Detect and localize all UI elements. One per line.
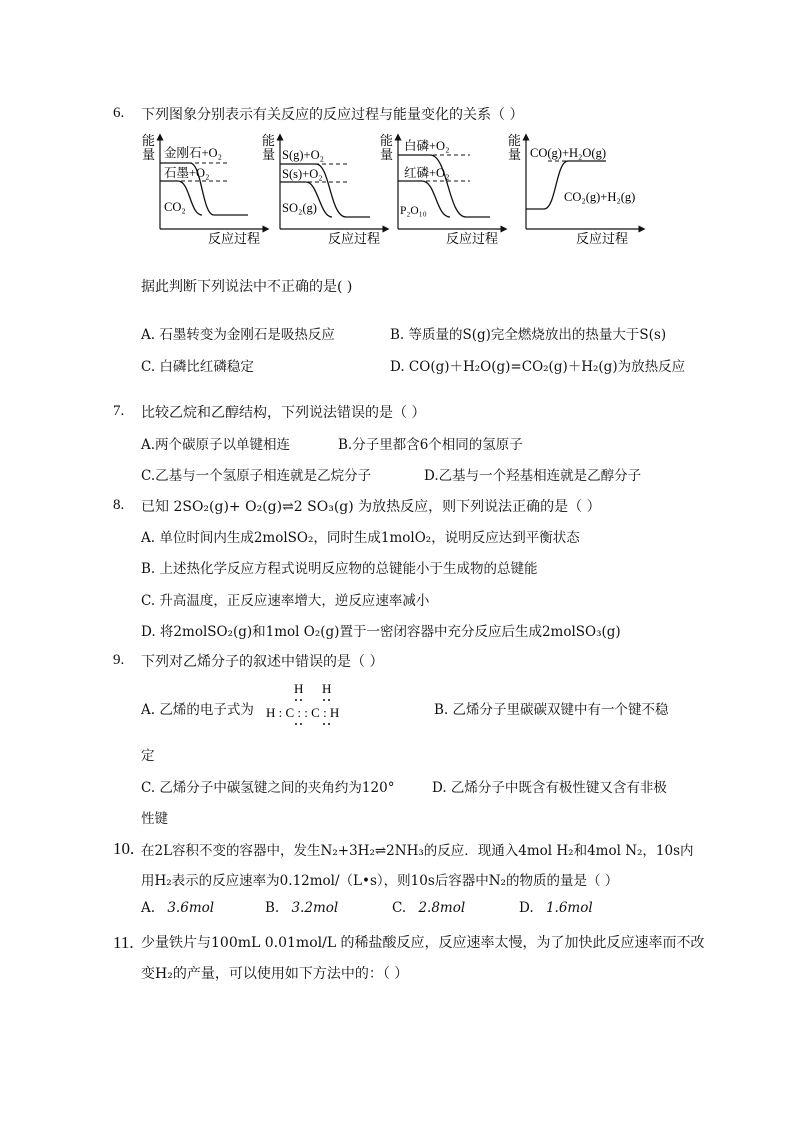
graph1-ylabel-2: 量: [142, 147, 156, 162]
q6-option-d: D. CO(g)＋H₂O(g)=CO₂(g)＋H₂(g)为放热反应: [390, 359, 686, 375]
graph4-ylabel-2: 量: [508, 147, 522, 162]
q10-option-d: [519, 900, 593, 916]
graph2-label-c: SO₂(g): [282, 201, 317, 215]
q10-option-b-letter: B.: [265, 900, 280, 916]
graph3-ylabel-2: 量: [380, 147, 394, 162]
q6-option-a: A. 石墨转变为金刚石是吸热反应: [141, 327, 335, 343]
energy-graph-1: [140, 133, 270, 245]
graph1-label-c: CO₂: [164, 200, 186, 214]
graph4-label-a: CO(g)+H₂O(g): [530, 146, 606, 160]
graph1-label-b: 石墨+O₂: [164, 166, 210, 180]
graph3-label-a: 白磷+O₂: [404, 139, 450, 153]
graph3-xlabel: 反应过程: [446, 231, 499, 245]
q10-option-c-letter: C.: [392, 900, 407, 916]
q6-stem: 下列图象分别表示有关反应的反应过程与能量变化的关系（ ）: [141, 107, 524, 123]
ethylene-electron-formula: [262, 680, 372, 730]
q6-option-c: C. 白磷比红磷稳定: [141, 359, 254, 375]
q11-line2: 变H₂的产量，可以使用如下方法中的：（ ）: [141, 966, 409, 982]
graph3-label-b: 红磷+O₂: [404, 166, 450, 180]
q8-option-c: C. 升高温度，正反应速率增大，逆反应速率减小: [141, 593, 430, 609]
graph4-ylabel-1: 能: [508, 133, 522, 148]
q7-stem: 比较乙烷和乙醇结构，下列说法错误的是（ ）: [141, 405, 426, 421]
q9-option-b-line1: B. 乙烯分子里碳碳双键中有一个键不稳: [434, 702, 669, 718]
q7-option-c: C.乙基与一个氢原子相连就是乙烷分子: [141, 468, 372, 484]
q7-option-d: D.乙基与一个羟基相连就是乙醇分子: [424, 468, 642, 484]
q10-option-b: [265, 900, 338, 916]
q7-number: 7.: [113, 403, 125, 419]
q8-option-a: A. 单位时间内生成2molSO₂，同时生成1molO₂，说明反应达到平衡状态: [141, 530, 580, 546]
q10-option-a-value: 3.6mol: [167, 900, 215, 916]
q10-line1: 在2L容积不变的容器中，发生N₂+3H₂⇌2NH₃的反应．现通入4mol H₂和4mol N₂，10s内: [141, 843, 694, 859]
graph2-xlabel: 反应过程: [328, 231, 381, 245]
graph3-ylabel-1: 能: [380, 133, 394, 148]
energy-graph-4: [508, 133, 648, 245]
q10-number: 10.: [113, 839, 135, 858]
q10-option-a: [141, 900, 214, 916]
q9-number: 9.: [113, 652, 125, 668]
q11-line1: 少量铁片与100mL 0.01mol/L 的稀盐酸反应，反应速率太慢，为了加快此反应速率而不改: [141, 935, 705, 951]
q8-number: 8.: [113, 497, 125, 513]
ef-main-row: H : C : : C : H: [266, 705, 340, 720]
graph4-label-b: CO₂(g)+H₂(g): [564, 190, 636, 204]
graph1-xlabel: 反应过程: [208, 231, 261, 245]
q6-number: 6.: [113, 105, 125, 121]
q11-number: 11.: [113, 933, 134, 952]
graph2-ylabel-1: 能: [262, 133, 276, 148]
energy-graph-3: [378, 133, 508, 245]
q7-option-b: B.分子里都含6个相同的氢原子: [338, 437, 523, 453]
q9-option-d-line1: D. 乙烯分子中既含有极性键又含有非极: [432, 780, 667, 796]
q9-option-d-line2: 性键: [141, 811, 168, 827]
energy-graph-2: [260, 133, 390, 245]
q10-option-d-letter: D.: [519, 900, 534, 916]
q7-option-a: A.两个碳原子以单键相连: [141, 437, 291, 453]
q8-stem: 已知 2SO₂(g)+ O₂(g)⇌2 SO₃(g) 为放热反应，则下列说法正确的是（ ）: [141, 499, 601, 515]
graph4-xlabel: 反应过程: [576, 231, 629, 245]
q10-option-c-value: 2.8mol: [418, 900, 466, 916]
q9-option-c: C. 乙烯分子中碳氢键之间的夹角约为120°: [141, 780, 395, 796]
graph2-label-a: S(g)+O₂: [282, 148, 324, 162]
q10-option-d-value: 1.6mol: [545, 900, 593, 916]
q10-option-c: [392, 900, 465, 916]
q9-option-b-line2: 定: [141, 748, 155, 764]
ef-h-top-1: H: [294, 681, 304, 696]
graph3-label-c: P₂O₁₀: [400, 205, 427, 217]
q9-stem: 下列对乙烯分子的叙述中错误的是（ ）: [141, 654, 384, 670]
q8-option-b: B. 上述热化学反应方程式说明反应物的总键能小于生成物的总键能: [141, 561, 538, 577]
q6-option-b: B. 等质量的S(g)完全燃烧放出的热量大于S(s): [390, 327, 667, 343]
q10-option-a-letter: A.: [141, 900, 156, 916]
q10-option-b-value: 3.2mol: [291, 900, 339, 916]
q10-line2: 用H₂表示的反应速率为0.12mol/（L•s），则10s后容器中N₂的物质的量是（ ）: [141, 873, 619, 889]
graph2-label-b: S(s)+O₂: [282, 167, 323, 181]
q9-option-a: A. 乙烯的电子式为: [141, 702, 254, 718]
ef-h-top-2: H: [322, 681, 332, 696]
graph1-ylabel-1: 能: [142, 133, 156, 148]
graph1-label-a: 金刚石+O₂: [164, 146, 222, 160]
q8-option-d: D. 将2molSO₂(g)和1mol O₂(g)置于一密闭容器中充分反应后生成2molSO₃(g): [141, 624, 621, 640]
q6-judge: 据此判断下列说法中不正确的是( ): [141, 279, 353, 295]
graph2-ylabel-2: 量: [262, 147, 276, 162]
